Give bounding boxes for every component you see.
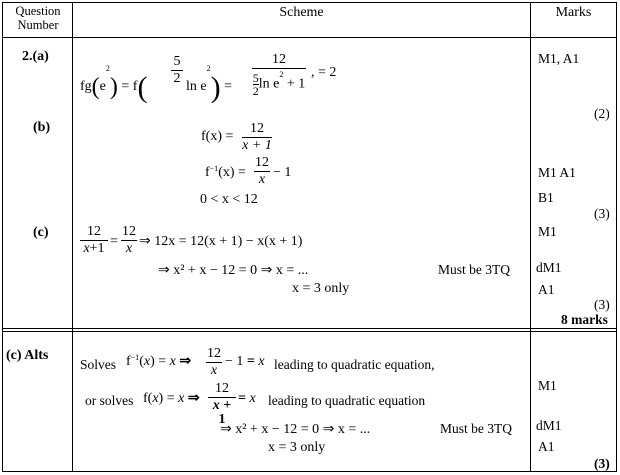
alts-mark-dm1: dM1 xyxy=(536,418,562,433)
table-border-bottom xyxy=(2,471,617,472)
part-c-mark-dm1: dM1 xyxy=(536,260,562,275)
question-label-c-alts: (c) Alts xyxy=(6,348,49,363)
alts-line4: x = 3 only xyxy=(268,440,326,455)
part-b-mark-b1: B1 xyxy=(538,190,554,205)
section-divider-2 xyxy=(2,331,617,332)
question-label-c: (c) xyxy=(33,225,49,240)
table-border-top xyxy=(2,2,617,3)
part-c-mark-m1: M1 xyxy=(538,224,557,239)
grand-total: 8 marks xyxy=(561,312,608,327)
header-question-number-line1: Question xyxy=(15,4,61,18)
part-b-total: (3) xyxy=(594,206,610,221)
part-b-mark-m1a1: M1 A1 xyxy=(538,165,576,180)
alts-line3-note: Must be 3TQ xyxy=(440,421,512,436)
column-divider-question xyxy=(72,2,73,472)
question-label-b: (b) xyxy=(33,120,51,135)
header-scheme: Scheme xyxy=(279,5,324,20)
alts-mark-m1: M1 xyxy=(538,378,557,393)
column-divider-marks xyxy=(530,2,531,472)
section-divider xyxy=(2,328,617,329)
part-c-total: (3) xyxy=(594,297,610,312)
part-c-mark-a1: A1 xyxy=(538,282,555,297)
part-b-domain: 0 < x < 12 xyxy=(200,192,258,207)
part-c-line2: ⇒ x² + x − 12 = 0 ⇒ x = ... xyxy=(158,263,309,278)
table-border-right xyxy=(616,2,617,472)
header-question-number-line2: Number xyxy=(17,18,59,32)
part-a-marks: M1, A1 xyxy=(538,51,580,66)
header-marks: Marks xyxy=(555,5,592,20)
alts-line3: ⇒ x² + x − 12 = 0 ⇒ x = ... xyxy=(220,422,371,437)
header-divider xyxy=(2,37,617,38)
part-c-line3: x = 3 only xyxy=(292,281,350,296)
question-label-2a: 2.(a) xyxy=(22,49,49,64)
table-border-left xyxy=(2,2,3,472)
part-c-line2-note: Must be 3TQ xyxy=(438,262,510,277)
mark-scheme-table: Question Number Scheme Marks 2.(a) $fg(e^2) = f$( $\frac{5}{2}$ $\ln e^2$) = 12 $\frac{5}{2}$ $\ln e^2 + 1$ , = 2 M1, A1 (2) (b) f(x) = $\frac{12}{x + 1}$ $f^{-1}(x)$ = $\frac{12}{x}$ − 1 0 < x < 12 M1 A1 B1 (3) (c) $\frac{12}{x+1}$ = $\frac{12}{x}$ ⇒ 12x = 12(x + 1) − x(x + 1) ⇒ x² + x − 12 = 0 ⇒ x = ... Must be 3TQ x = 3 only M1 dM1 A1 (3) 8 marks (c) Alts Solves $f^{-1}(x) = x$ ⇒ $\frac{12}{x}$ − 1 = x leading to quadratic equation, or solves f(x) = x ⇒ $\frac{12}{x + 1}$ = x leading to quadratic equation ⇒ x² + x − 12 = 0 ⇒ x = ... Must be 3TQ x = 3 only M1 dM1 A1 (3) xyxy=(0,0,620,475)
alts-total: (3) xyxy=(594,456,610,471)
part-a-total: (2) xyxy=(594,106,610,121)
alts-mark-a1: A1 xyxy=(538,439,555,454)
